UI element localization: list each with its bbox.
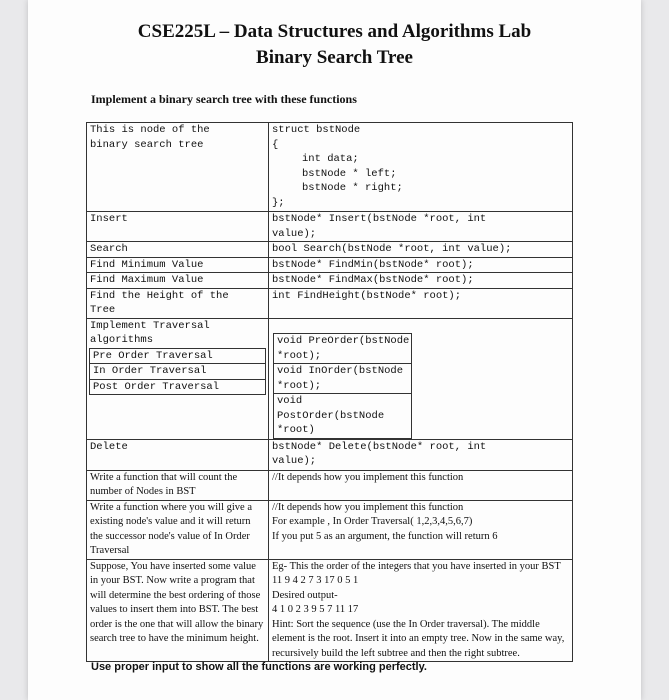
desc-line: 4 1 0 2 3 9 5 7 11 17: [272, 604, 359, 615]
code-line: void PreOrder(bstNode *root);: [274, 334, 411, 364]
code-line: void PostOrder(bstNode *root): [277, 395, 385, 436]
table-row: [87, 257, 573, 273]
traversal-item: In Order Traversal: [90, 364, 265, 380]
successor-desc-cell: [269, 500, 573, 559]
table-row: [87, 470, 573, 500]
traversal-item: Pre Order Traversal: [90, 349, 265, 365]
code-line: value);: [272, 227, 317, 240]
table-row: [87, 123, 573, 212]
insert-label: Insert: [87, 212, 269, 242]
count-label: Write a function that will count the number of Nodes in BST: [87, 470, 269, 500]
page-title: CSE225L – Data Structures and Algorithms Lab: [137, 21, 532, 42]
best-order-desc-cell: [269, 559, 573, 662]
node-label-line: This is node of the: [90, 124, 210, 136]
desc-line: Desired output-: [272, 589, 338, 601]
traversal-label-cell: [87, 318, 269, 439]
node-label-line: binary search tree: [90, 138, 204, 151]
code-line: };: [272, 196, 285, 209]
search-label: Search: [87, 242, 269, 258]
code-line: bstNode* Insert(bstNode *root, int: [272, 213, 487, 225]
table-row: [87, 212, 573, 242]
code-line: bstNode * left;: [302, 167, 397, 180]
traversal-code-cell: [269, 318, 573, 439]
table-row: [87, 500, 573, 559]
code-line: bstNode* Delete(bstNode* root, int: [272, 440, 487, 453]
search-code: bool Search(bstNode *root, int value);: [269, 242, 573, 258]
delete-code-cell: [269, 439, 573, 470]
desc-line: Eg- This the order of the integers that you have inserted in your BST: [272, 560, 561, 572]
height-label-line: Find the Height of the: [90, 289, 229, 302]
findmax-code: bstNode* FindMax(bstNode* root);: [269, 273, 573, 289]
findmin-label: Find Minimum Value: [87, 257, 269, 273]
code-line: value);: [272, 455, 317, 467]
height-label-cell: [87, 288, 269, 318]
successor-label: Write a function where you will give a existing node's value and it will return the successor node's value of In Order Traversal: [87, 500, 269, 559]
desc-line: For example , In Order Traversal( 1,2,3,4,5,6,7): [272, 516, 473, 527]
insert-code-cell: [269, 212, 573, 242]
delete-label: Delete: [87, 439, 269, 470]
intro-text: Implement a binary search tree with these functions: [91, 92, 357, 106]
traversal-item: Post Order Traversal: [93, 380, 220, 393]
table-row: [87, 439, 573, 470]
table-row: [87, 288, 573, 318]
code-line: {: [272, 138, 279, 151]
node-label-cell: [87, 123, 269, 212]
traversal-label-line: Implement Traversal: [90, 319, 210, 332]
code-line: void InOrder(bstNode *root);: [274, 364, 411, 394]
height-code: int FindHeight(bstNode* root);: [269, 288, 573, 318]
table-row: [87, 273, 573, 289]
desc-line: //It depends how you implement this function: [272, 501, 464, 513]
table-row: [87, 318, 573, 439]
page-subtitle: Binary Search Tree: [256, 47, 413, 68]
desc-line: Hint: Sort the sequence (use the In Order traversal). The middle element is the root. Insert it into an empty tree. Now in the same way, recursively build the left subtree and then the right subtree.: [272, 618, 565, 659]
traversal-code-list: [273, 333, 412, 439]
best-order-label: Suppose, You have inserted some value in your BST. Now write a program that will determine the best ordering of those values to insert them into BST. The best order is the one that will allow the binary search tree to have the minimum height.: [87, 559, 269, 662]
table-row: [87, 559, 573, 662]
height-label-line: Tree: [90, 304, 116, 316]
node-code-cell: [269, 123, 573, 212]
count-desc: //It depends how you implement this function: [269, 470, 573, 500]
code-line: struct bstNode: [272, 124, 361, 136]
traversal-list: [89, 348, 266, 396]
findmax-label: Find Maximum Value: [87, 273, 269, 289]
code-line: bstNode * right;: [302, 182, 403, 194]
desc-line: If you put 5 as an argument, the function will return 6: [272, 530, 498, 542]
findmin-code: bstNode* FindMin(bstNode* root);: [269, 257, 573, 273]
table-row: [87, 242, 573, 258]
footer-note: Use proper input to show all the functions are working perfectly.: [91, 661, 427, 673]
code-line: int data;: [302, 153, 359, 165]
functions-table: [86, 122, 573, 662]
desc-line: 11 9 4 2 7 3 17 0 5 1: [272, 575, 359, 586]
traversal-label-line: algorithms: [90, 334, 154, 346]
